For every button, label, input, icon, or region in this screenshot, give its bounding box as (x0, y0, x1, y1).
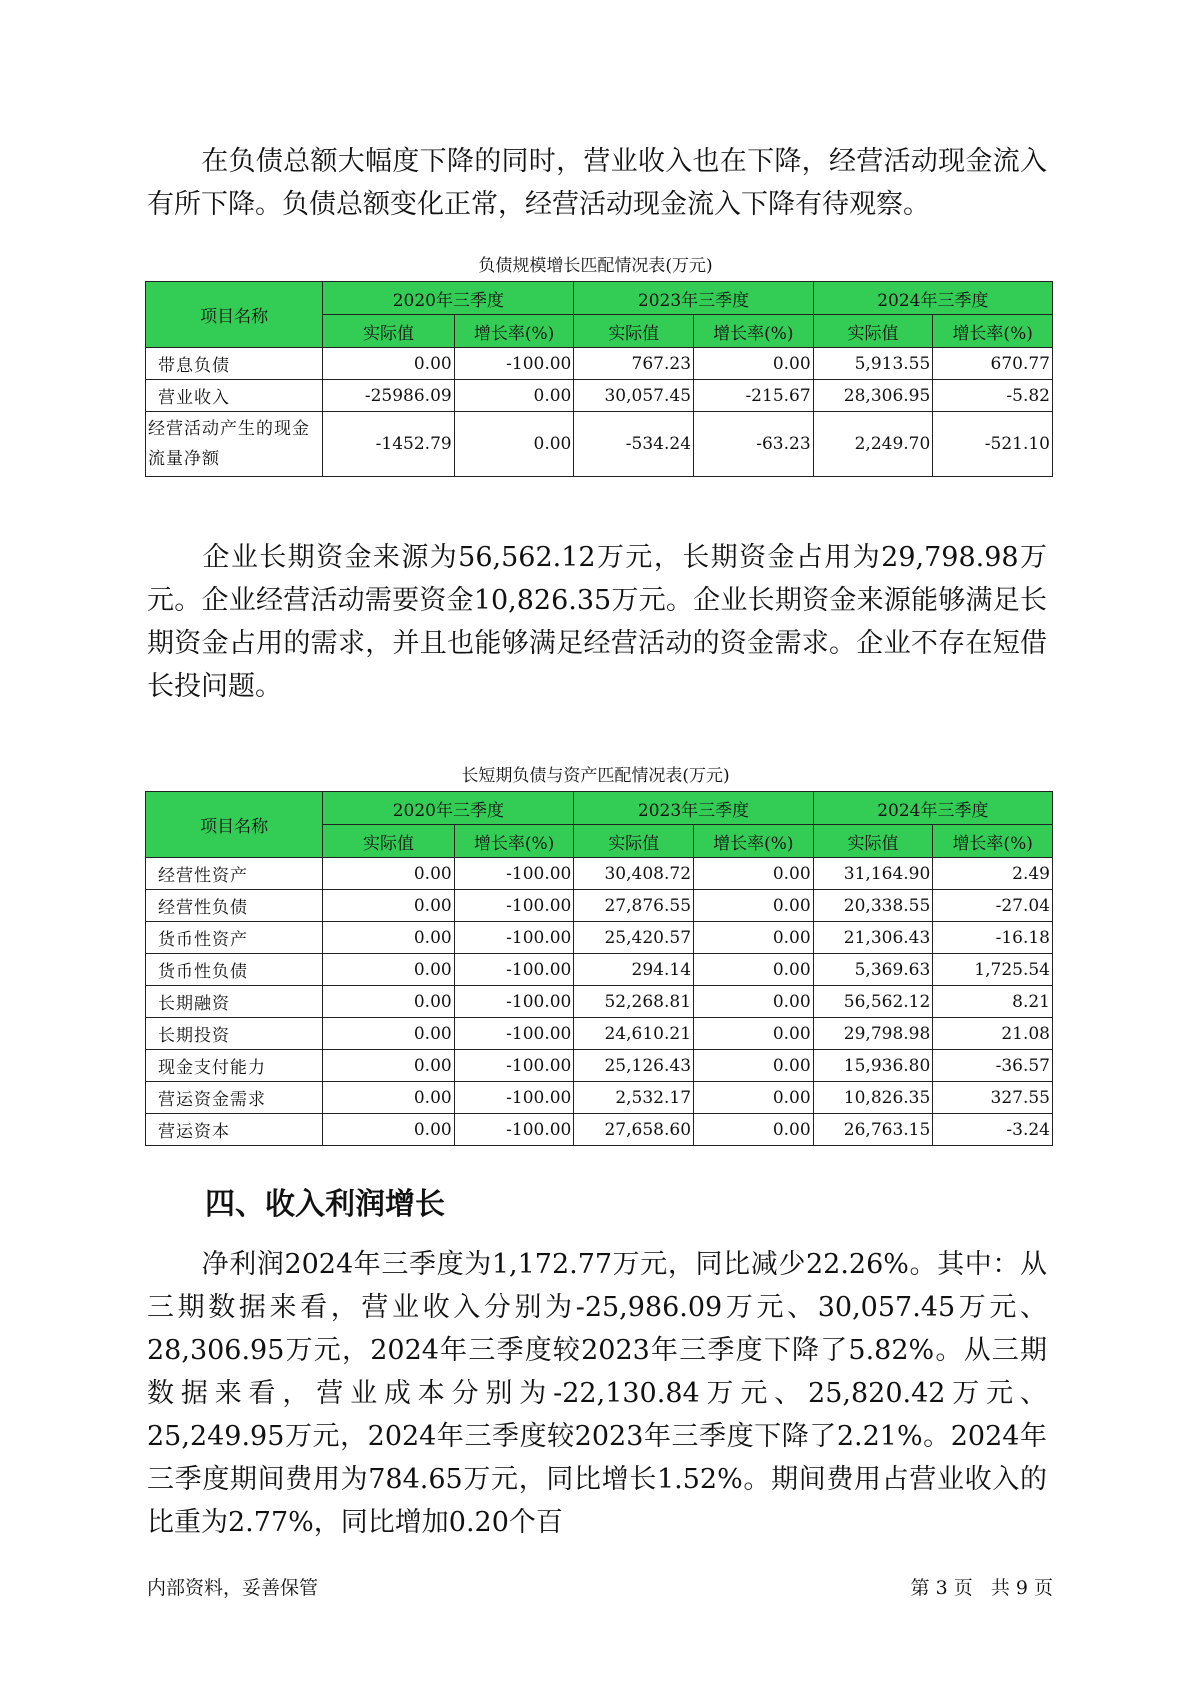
table2-sub-growth: 增长率(%) (933, 825, 1053, 858)
row-name: 货币性资产 (146, 922, 323, 954)
cell: 5,369.63 (813, 954, 933, 986)
table1-caption: 负债规模增长匹配情况表(万元) (478, 256, 713, 276)
table2-name-header: 项目名称 (146, 792, 323, 858)
cell: 30,057.45 (574, 380, 694, 412)
cell: -1452.79 (323, 412, 454, 477)
row-name: 营运资本 (146, 1114, 323, 1146)
cell: -100.00 (454, 954, 574, 986)
cell: -534.24 (574, 412, 694, 477)
row-name: 营业收入 (146, 380, 323, 412)
table2-sub-actual: 实际值 (574, 825, 694, 858)
cell: -25986.09 (323, 380, 454, 412)
cell: 0.00 (454, 380, 574, 412)
cell: 0.00 (694, 1114, 814, 1146)
section-heading: 四、收入利润增长 (205, 1187, 445, 1222)
cell: 0.00 (454, 412, 574, 477)
row-name: 经营活动产生的现金流量净额 (146, 412, 323, 477)
cell: -16.18 (933, 922, 1053, 954)
cell: 10,826.35 (813, 1082, 933, 1114)
cell: 5,913.55 (813, 348, 933, 380)
cell: 0.00 (694, 1082, 814, 1114)
cell: -521.10 (933, 412, 1053, 477)
table-row (146, 348, 1053, 380)
paragraph-long-term-funds: 企业长期资金来源为56,562.12万元，长期资金占用为29,798.98万元。企业经营活动需要资金10,826.35万元。企业长期资金来源能够满足长期资金占用的需求，并且也能够满足经营活动的资金需求。企业不存在短借长投问题。 (147, 542, 1047, 702)
table-row (146, 922, 1053, 954)
cell: 0.00 (694, 922, 814, 954)
table-row (146, 858, 1053, 890)
row-name: 货币性负债 (146, 954, 323, 986)
footer-page-number: 第 3 页 共 9 页 (910, 1577, 1053, 1599)
cell: 327.55 (933, 1082, 1053, 1114)
cell: 294.14 (574, 954, 694, 986)
table-row (146, 380, 1053, 412)
footer-confidential-note: 内部资料，妥善保管 (147, 1577, 319, 1599)
cell: 0.00 (323, 1050, 454, 1082)
cell: -63.23 (694, 412, 814, 477)
cell: 0.00 (694, 348, 814, 380)
cell: 0.00 (694, 954, 814, 986)
table2-sub-actual: 实际值 (323, 825, 454, 858)
cell: 0.00 (323, 890, 454, 922)
cell: 8.21 (933, 986, 1053, 1018)
table2-period-2024: 2024年三季度 (813, 792, 1052, 825)
table-row (146, 1114, 1053, 1146)
cell: 0.00 (323, 986, 454, 1018)
table-row (146, 1050, 1053, 1082)
cell: -100.00 (454, 1082, 574, 1114)
cell: 0.00 (323, 1082, 454, 1114)
row-name: 经营性资产 (146, 858, 323, 890)
table-row (146, 412, 1053, 477)
debt-scale-table (145, 281, 1053, 477)
cell: -27.04 (933, 890, 1053, 922)
cell: 24,610.21 (574, 1018, 694, 1050)
paragraph-revenue-profit: 净利润2024年三季度为1,172.77万元，同比减少22.26%。其中：从三期数据来看，营业收入分别为-25,986.09万元、30,057.45万元、28,306.95万元，2024年三季度较2023年三季度下降了5.82%。从三期数据来看，营业成本分别为-22,130.84万元、25,820.42万元、25,249.95万元，2024年三季度较2023年三季度下降了2.21%。2024年三季度期间费用为784.65万元，同比增长1.52%。期间费用占营业收入的比重为2.77%，同比增加0.20个百 (147, 1249, 1047, 1538)
table-row (146, 1018, 1053, 1050)
table1-period-2023: 2023年三季度 (574, 282, 813, 315)
cell: -3.24 (933, 1114, 1053, 1146)
cell: 29,798.98 (813, 1018, 933, 1050)
cell: 2,249.70 (813, 412, 933, 477)
table2-sub-actual: 实际值 (813, 825, 933, 858)
table1-name-header: 项目名称 (146, 282, 323, 348)
cell: 0.00 (694, 858, 814, 890)
row-name: 长期融资 (146, 986, 323, 1018)
table1-period-2024: 2024年三季度 (813, 282, 1052, 315)
cell: -100.00 (454, 858, 574, 890)
table1-sub-actual: 实际值 (323, 315, 454, 348)
cell: 52,268.81 (574, 986, 694, 1018)
cell: 0.00 (323, 1114, 454, 1146)
cell: 21,306.43 (813, 922, 933, 954)
cell: -215.67 (694, 380, 814, 412)
cell: 767.23 (574, 348, 694, 380)
row-name: 营运资金需求 (146, 1082, 323, 1114)
cell: 28,306.95 (813, 380, 933, 412)
cell: -100.00 (454, 1018, 574, 1050)
cell: 2,532.17 (574, 1082, 694, 1114)
table1-period-2020: 2020年三季度 (323, 282, 574, 315)
table1-sub-growth: 增长率(%) (694, 315, 814, 348)
paragraph-liability-revenue: 在负债总额大幅度下降的同时，营业收入也在下降，经营活动现金流入有所下降。负债总额变化正常，经营活动现金流入下降有待观察。 (147, 146, 1047, 220)
table1-sub-growth: 增长率(%) (933, 315, 1053, 348)
table-row (146, 1082, 1053, 1114)
row-name: 现金支付能力 (146, 1050, 323, 1082)
cell: -100.00 (454, 1114, 574, 1146)
cell: 25,126.43 (574, 1050, 694, 1082)
cell: 56,562.12 (813, 986, 933, 1018)
table1-sub-actual: 实际值 (574, 315, 694, 348)
cell: -100.00 (454, 348, 574, 380)
table2-period-2020: 2020年三季度 (323, 792, 574, 825)
cell: 25,420.57 (574, 922, 694, 954)
table2-caption: 长短期负债与资产匹配情况表(万元) (461, 766, 730, 786)
cell: 0.00 (694, 1050, 814, 1082)
cell: -100.00 (454, 890, 574, 922)
cell: 2.49 (933, 858, 1053, 890)
table-row (146, 890, 1053, 922)
cell: 0.00 (694, 986, 814, 1018)
table1-sub-actual: 实际值 (813, 315, 933, 348)
cell: 1,725.54 (933, 954, 1053, 986)
cell: 0.00 (694, 1018, 814, 1050)
table1-sub-growth: 增长率(%) (454, 315, 574, 348)
cell: -100.00 (454, 922, 574, 954)
cell: -100.00 (454, 986, 574, 1018)
table2-period-2023: 2023年三季度 (574, 792, 813, 825)
cell: 0.00 (323, 858, 454, 890)
cell: -36.57 (933, 1050, 1053, 1082)
row-name: 长期投资 (146, 1018, 323, 1050)
cell: 0.00 (323, 922, 454, 954)
cell: 30,408.72 (574, 858, 694, 890)
cell: -100.00 (454, 1050, 574, 1082)
cell: -5.82 (933, 380, 1053, 412)
cell: 21.08 (933, 1018, 1053, 1050)
cell: 31,164.90 (813, 858, 933, 890)
cell: 20,338.55 (813, 890, 933, 922)
liability-asset-match-table (145, 791, 1053, 1146)
row-name: 经营性负债 (146, 890, 323, 922)
table2-sub-growth: 增长率(%) (694, 825, 814, 858)
table-row (146, 954, 1053, 986)
cell: 27,876.55 (574, 890, 694, 922)
cell: 0.00 (694, 890, 814, 922)
cell: 26,763.15 (813, 1114, 933, 1146)
cell: 0.00 (323, 1018, 454, 1050)
cell: 0.00 (323, 348, 454, 380)
cell: 670.77 (933, 348, 1053, 380)
cell: 0.00 (323, 954, 454, 986)
row-name: 带息负债 (146, 348, 323, 380)
table2-sub-growth: 增长率(%) (454, 825, 574, 858)
cell: 27,658.60 (574, 1114, 694, 1146)
table-row (146, 986, 1053, 1018)
cell: 15,936.80 (813, 1050, 933, 1082)
